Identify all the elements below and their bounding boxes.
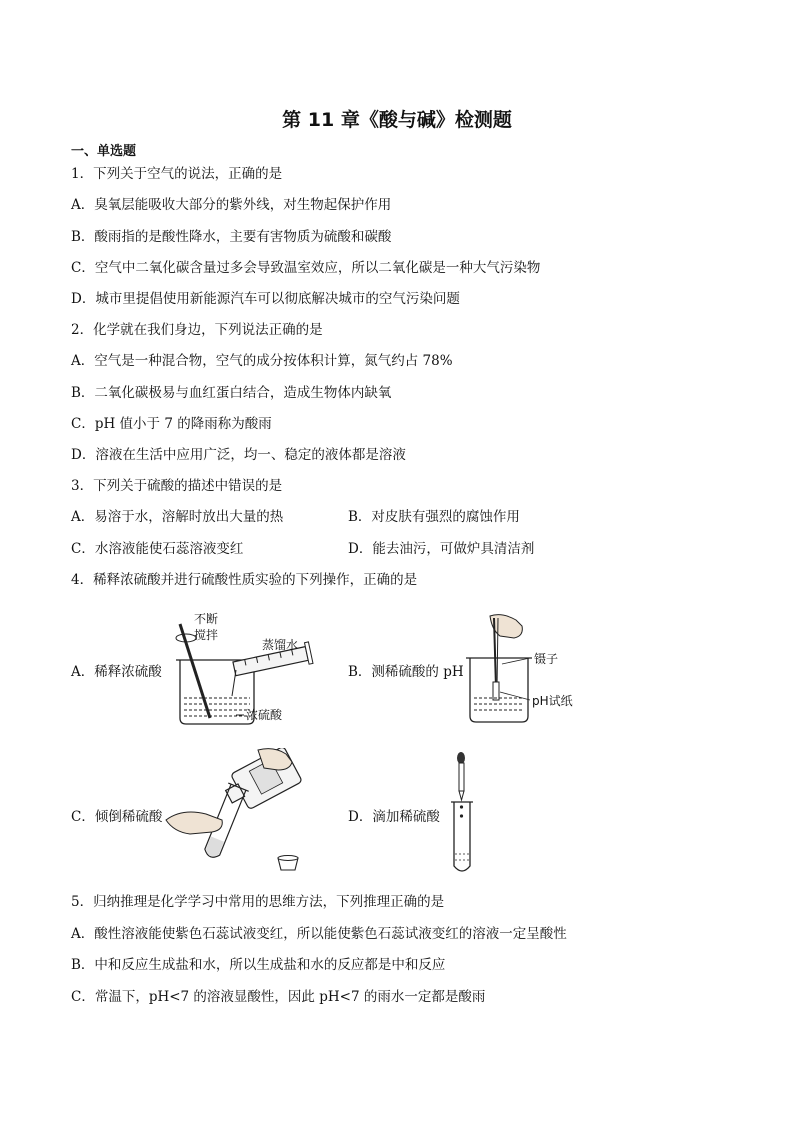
question-1-option-d: D．城市里提倡使用新能源汽车可以彻底解决城市的空气污染问题 — [71, 291, 460, 307]
figure-pour-acid — [162, 748, 322, 873]
question-2-option-c: C．pH 值小于 7 的降雨称为酸雨 — [71, 416, 272, 432]
question-3-option-b: B．对皮肤有强烈的腐蚀作用 — [348, 509, 520, 525]
question-2-stem: 2．化学就在我们身边，下列说法正确的是 — [71, 322, 323, 338]
question-3-option-d: D．能去油污，可做炉具清洁剂 — [348, 541, 535, 557]
label-tweezers: 镊子 — [534, 652, 559, 666]
question-1-option-c: C．空气中二氧化碳含量过多会导致温室效应，所以二氧化碳是一种大气污染物 — [71, 260, 541, 276]
question-4-option-c: C．倾倒稀硫酸 — [71, 809, 163, 825]
figure-dilute-acid — [166, 612, 326, 732]
question-5-option-c: C．常温下，pH<7 的溶液显酸性，因此 pH<7 的雨水一定都是酸雨 — [71, 989, 486, 1005]
question-1-option-a: A．臭氧层能吸收大部分的紫外线，对生物起保护作用 — [71, 197, 392, 213]
question-2-option-d: D．溶液在生活中应用广泛，均一、稳定的液体都是溶液 — [71, 447, 406, 463]
question-5-option-a: A．酸性溶液能使紫色石蕊试液变红，所以能使紫色石蕊试液变红的溶液一定呈酸性 — [71, 926, 567, 942]
question-4-option-d: D．滴加稀硫酸 — [348, 809, 440, 825]
question-2-option-a: A．空气是一种混合物，空气的成分按体积计算，氮气约占 78% — [71, 353, 453, 369]
label-concentrated-acid: 浓硫酸 — [246, 708, 283, 722]
page-title: 第 11 章《酸与碱》检测题 — [282, 109, 512, 131]
label-distilled-water: 蒸馏水 — [262, 638, 299, 652]
question-1-option-b: B．酸雨指的是酸性降水，主要有害物质为硫酸和碳酸 — [71, 229, 392, 245]
question-4-option-a: A．稀释浓硫酸 — [71, 664, 162, 680]
question-3-option-c: C．水溶液能使石蕊溶液变红 — [71, 541, 244, 557]
question-2-option-b: B．二氧化碳极易与血红蛋白结合，造成生物体内缺氧 — [71, 385, 392, 401]
question-1-stem: 1．下列关于空气的说法，正确的是 — [71, 166, 283, 182]
label-ph-paper: pH试纸 — [532, 694, 573, 708]
figure-ph-test — [462, 610, 582, 730]
figure-drop-acid — [448, 750, 484, 876]
question-3-stem: 3．下列关于硫酸的描述中错误的是 — [71, 478, 283, 494]
section-heading: 一、单选题 — [71, 144, 137, 159]
question-5-option-b: B．中和反应生成盐和水，所以生成盐和水的反应都是中和反应 — [71, 957, 446, 973]
label-stir-2: 搅拌 — [194, 628, 219, 642]
question-4-stem: 4．稀释浓硫酸并进行硫酸性质实验的下列操作，正确的是 — [71, 572, 418, 588]
question-3-option-a: A．易溶于水，溶解时放出大量的热 — [71, 509, 284, 525]
label-stir-1: 不断 — [194, 612, 219, 626]
question-5-stem: 5．归纳推理是化学学习中常用的思维方法，下列推理正确的是 — [71, 894, 445, 910]
question-4-option-b: B．测稀硫酸的 pH — [348, 664, 464, 680]
